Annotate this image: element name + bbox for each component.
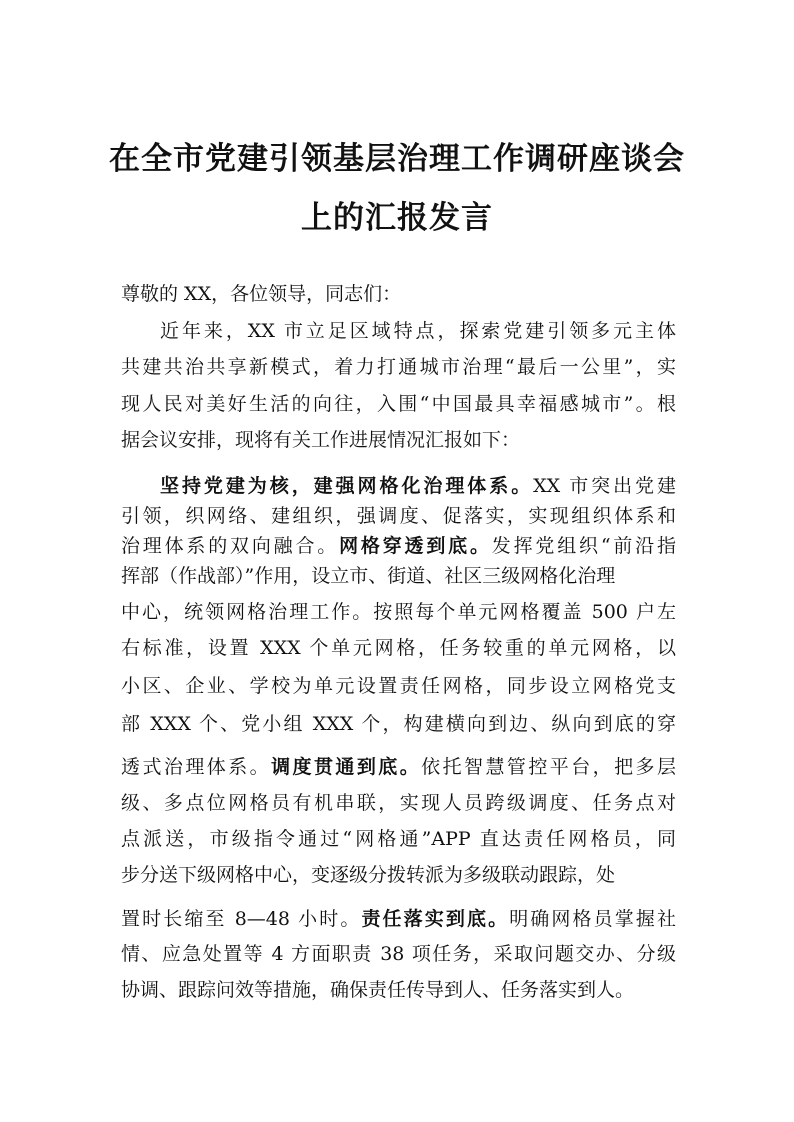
text-run: 尊敬的 XX，各位领导，同志们：: [121, 283, 402, 305]
text-run: 中心，统领网格治理工作。按照每个单元网格覆盖 500 户左: [121, 601, 676, 623]
text-run: 发挥党组织“前沿指: [491, 535, 676, 557]
text-run: 挥部（作战部）”作用，设立市、街道、社区三级网格化治理: [121, 565, 616, 587]
body-line: [121, 389, 676, 416]
text-run: 小区、企业、学校为单元设置责任网格，同步设立网格党支: [121, 675, 676, 697]
text-run: 明确网格员掌握社: [509, 908, 676, 930]
text-run: 引领，织网络、建组织，强调度、促落实，实现组织体系和: [121, 505, 676, 527]
body-line: [160, 316, 676, 343]
body-line: [121, 975, 676, 1002]
body-line: [121, 860, 676, 887]
body-line: [160, 471, 676, 498]
text-run: 点派送，市级指令通过“网格通”APP 直达责任网格员，同: [121, 828, 676, 850]
text-run: 协调、跟踪问效等措施，确保责任传导到人、任务落实到人。: [121, 979, 635, 1001]
subsection-heading: 网格穿透到底。: [339, 535, 492, 557]
document-title-line-1: 在全市党建引领基层治理工作调研座谈会: [109, 141, 685, 177]
body-line: [121, 633, 676, 660]
body-line: [121, 597, 676, 624]
body-line: [121, 671, 676, 698]
text-run: 治理体系的双向融合。: [121, 535, 340, 557]
text-run: 现人民对美好生活的向往，入围“中国最具幸福感城市”。根: [121, 393, 676, 415]
text-run: 透式治理体系。: [121, 756, 272, 778]
body-line: [121, 425, 676, 452]
body-line: [121, 561, 676, 588]
body-line: [121, 752, 676, 779]
text-run: 右标准，设置 XXX 个单元网格，任务较重的单元网格，以: [121, 637, 676, 659]
subsection-heading: 责任落实到底。: [361, 908, 510, 930]
body-line: [121, 501, 676, 528]
body-line: [121, 352, 676, 379]
text-run: 据会议安排，现将有关工作进展情况汇报如下：: [121, 429, 521, 451]
text-run: 共建共治共享新模式，着力打通城市治理“最后一公里”，实: [121, 356, 676, 378]
salutation-line: [121, 279, 676, 306]
text-run: 部 XXX 个、党小组 XXX 个，构建横向到边、纵向到底的穿: [121, 713, 676, 735]
subsection-heading: 调度贯通到底。: [271, 756, 422, 778]
document-title-line-2: 上的汇报发言: [301, 200, 493, 236]
section-heading: 坚持党建为核，建强网格化治理体系。: [160, 475, 534, 497]
body-line: [121, 939, 676, 966]
body-line: [121, 531, 676, 558]
text-run: 依托智慧管控平台，把多层: [421, 756, 676, 778]
body-line: [121, 709, 676, 736]
body-line: [121, 788, 676, 815]
body-line: [121, 824, 676, 851]
text-run: XX 市突出党建: [533, 475, 676, 497]
text-run: 级、多点位网格员有机串联，实现人员跨级调度、任务点对: [121, 792, 676, 814]
text-run: 步分送下级网格中心，变逐级分拨转派为多级联动跟踪，处: [121, 864, 616, 886]
text-run: 置时长缩至 8—48 小时。: [121, 908, 362, 930]
text-run: 情、应急处置等 4 方面职责 38 项任务，采取问题交办、分级: [121, 943, 676, 965]
text-run: 近年来，XX 市立足区域特点，探索党建引领多元主体: [160, 320, 676, 342]
body-line: [121, 904, 676, 931]
